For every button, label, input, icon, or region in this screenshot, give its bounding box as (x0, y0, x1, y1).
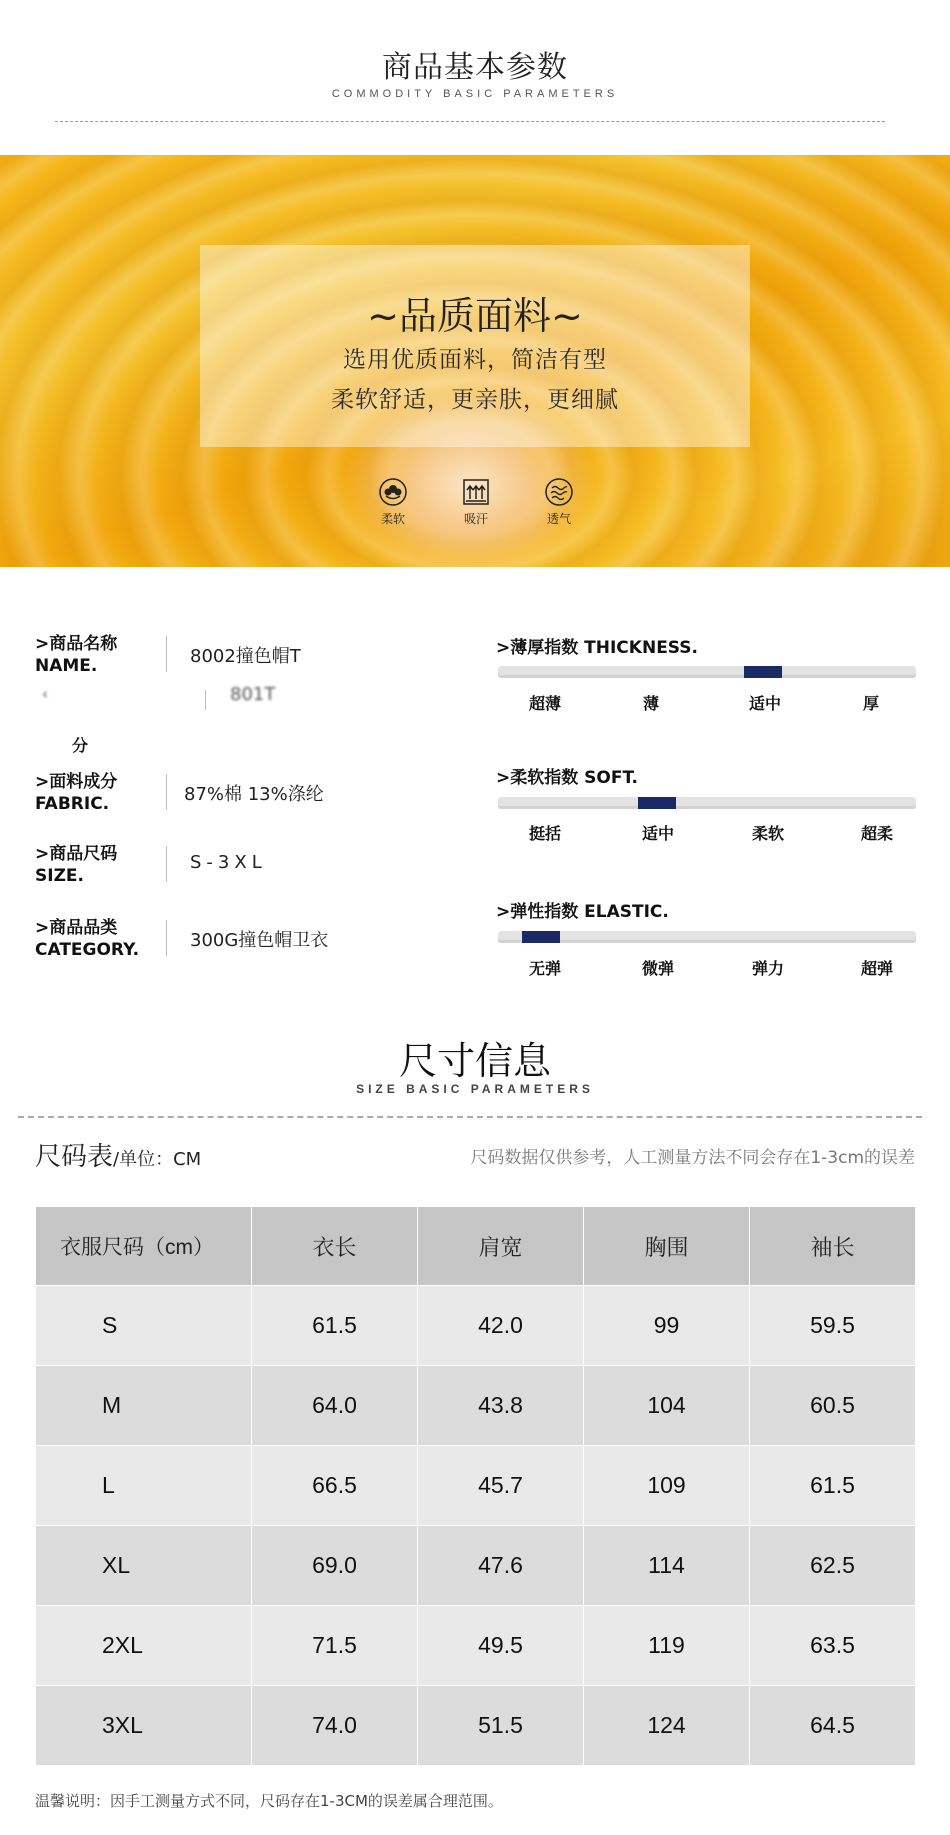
table-row (36, 1606, 916, 1686)
table-cell: 61.5 (750, 1446, 916, 1526)
gauge-soft-track (498, 797, 916, 809)
table-cell: 71.5 (252, 1606, 418, 1686)
size-chart-title-text: 尺码表 (35, 1142, 114, 1172)
gauge-tick: 厚 (862, 694, 879, 713)
table-cell: 60.5 (750, 1366, 916, 1446)
param-label-en: NAME. (35, 656, 98, 676)
blurred-value: 801T (230, 684, 276, 705)
table-cell: 64.5 (750, 1686, 916, 1766)
table-header: 肩宽 (418, 1207, 584, 1286)
table-cell: 74.0 (252, 1686, 418, 1766)
param-separator (166, 774, 167, 810)
param-fabric-value: 87%棉 13%涤纶 (184, 784, 324, 805)
table-cell: S (36, 1286, 252, 1366)
table-cell: 104 (584, 1366, 750, 1446)
gauge-elastic-label: >弹性指数 ELASTIC. (496, 902, 669, 922)
param-name-value: 8002撞色帽T (190, 646, 301, 667)
table-header-row (36, 1207, 916, 1286)
gauge-marker (638, 797, 676, 809)
table-cell: 2XL (36, 1606, 252, 1686)
table-cell: 3XL (36, 1686, 252, 1766)
section-title: 商品基本参数 (382, 50, 568, 85)
gauge-tick: 柔软 (751, 824, 784, 843)
gauge-tick: 适中 (748, 694, 781, 713)
size-section-title: 尺寸信息 (398, 1039, 551, 1083)
gauge-marker (744, 666, 782, 678)
gauge-tick: 薄 (642, 694, 659, 713)
size-chart-title (35, 1136, 201, 1173)
gauge-tick: 无弹 (528, 959, 561, 978)
table-cell: 49.5 (418, 1606, 584, 1686)
gauge-elastic-track (498, 931, 916, 943)
param-separator (205, 690, 206, 710)
banner-title: ~品质面料~ (367, 294, 583, 338)
table-cell: M (36, 1366, 252, 1446)
param-label-cn: >商品名称 (35, 634, 118, 654)
table-cell: 99 (584, 1286, 750, 1366)
table-cell: 51.5 (418, 1686, 584, 1766)
gauge-tick: 适中 (641, 824, 674, 843)
table-header: 衣服尺码（cm） (36, 1207, 252, 1286)
param-label-en: SIZE. (35, 866, 84, 886)
size-chart-note: 尺码数据仅供参考，人工测量方法不同会存在1-3cm的误差 (470, 1148, 915, 1168)
table-header: 胸围 (584, 1207, 750, 1286)
table-cell: 43.8 (418, 1366, 584, 1446)
gauge-tick: 超柔 (860, 824, 893, 843)
param-category-label (35, 917, 139, 961)
feature-label: 吸汗 (463, 512, 488, 526)
gauge-tick: 微弹 (641, 959, 674, 978)
table-row (36, 1366, 916, 1446)
param-category-value: 300G撞色帽卫衣 (190, 930, 329, 951)
banner-line-2: 柔软舒适，更亲肤，更细腻 (331, 387, 619, 413)
table-cell: 47.6 (418, 1526, 584, 1606)
absorb-icon (461, 477, 491, 507)
cotton-icon (378, 477, 408, 507)
divider (18, 1116, 922, 1118)
section-subtitle: COMMODITY BASIC PARAMETERS (331, 88, 619, 100)
table-row (36, 1446, 916, 1526)
param-separator (166, 636, 167, 672)
size-section-subtitle: SIZE BASIC PARAMETERS (356, 1082, 594, 1096)
gauge-tick: 挺括 (528, 824, 561, 843)
gauge-soft-label: >柔软指数 SOFT. (496, 768, 638, 788)
size-chart-unit: /单位：CM (113, 1149, 202, 1170)
table-header: 袖长 (750, 1207, 916, 1286)
gauge-marker (522, 931, 560, 943)
feature-soft (358, 477, 428, 527)
param-name-label (35, 633, 117, 677)
gauge-thickness-label: >薄厚指数 THICKNESS. (496, 638, 698, 658)
table-cell: 59.5 (750, 1286, 916, 1366)
table-row (36, 1526, 916, 1606)
table-cell: 109 (584, 1446, 750, 1526)
table-row (36, 1686, 916, 1766)
param-label-cn: >商品尺码 (35, 844, 118, 864)
table-cell: 119 (584, 1606, 750, 1686)
table-header: 衣长 (252, 1207, 418, 1286)
param-label-cn: >面料成分 (35, 772, 118, 792)
table-cell: 63.5 (750, 1606, 916, 1686)
table-cell: L (36, 1446, 252, 1526)
feature-breathe (524, 477, 594, 527)
table-row (36, 1286, 916, 1366)
param-size-value: S-3XL (190, 852, 267, 873)
blurred-mark: ‹ (42, 685, 48, 703)
gauge-tick: 弹力 (751, 959, 784, 978)
feature-label: 柔软 (380, 512, 405, 526)
param-label-en: FABRIC. (35, 794, 110, 814)
table-cell: XL (36, 1526, 252, 1606)
param-separator (166, 920, 167, 956)
size-table (35, 1206, 916, 1766)
param-separator (166, 846, 167, 882)
param-fabric-label (35, 771, 117, 815)
table-cell: 64.0 (252, 1366, 418, 1446)
table-cell: 62.5 (750, 1526, 916, 1606)
blurred-label: 分 (72, 736, 89, 755)
table-cell: 42.0 (418, 1286, 584, 1366)
table-cell: 66.5 (252, 1446, 418, 1526)
param-label-cn: >商品品类 (35, 918, 118, 938)
gauge-thickness-track (498, 666, 916, 678)
param-size-label (35, 843, 117, 887)
gauge-tick: 超弹 (860, 959, 893, 978)
param-label-en: CATEGORY. (35, 940, 140, 960)
table-cell: 69.0 (252, 1526, 418, 1606)
table-cell: 61.5 (252, 1286, 418, 1366)
gauge-tick: 超薄 (528, 694, 561, 713)
table-cell: 45.7 (418, 1446, 584, 1526)
breathe-icon (544, 477, 574, 507)
footer-note: 温馨说明：因手工测量方式不同，尺码存在1-3CM的误差属合理范围。 (35, 1792, 503, 1810)
feature-absorb (441, 477, 511, 527)
table-cell: 124 (584, 1686, 750, 1766)
feature-label: 透气 (546, 512, 571, 526)
table-cell: 114 (584, 1526, 750, 1606)
fabric-banner (0, 155, 950, 567)
banner-line-1: 选用优质面料，简洁有型 (343, 347, 607, 373)
divider (55, 121, 885, 122)
